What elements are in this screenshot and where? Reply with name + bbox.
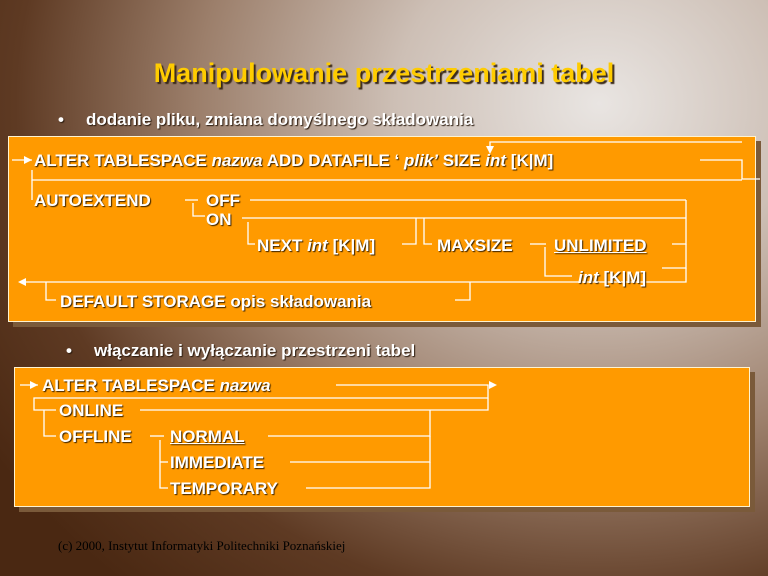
option-unlimited-text: UNLIMITED: [554, 236, 647, 255]
syntax-line-alter-tablespace: [42, 376, 271, 396]
quote-close: ’: [433, 151, 439, 170]
option-normal: [170, 427, 245, 447]
keyword-add-datafile: ADD DATAFILE: [266, 151, 390, 170]
option-immediate: IMMEDIATE: [170, 453, 265, 472]
slide-title: Manipulowanie przestrzeniami tabel: [153, 58, 615, 88]
option-temporary: TEMPORARY: [170, 479, 278, 498]
keyword-alter-tablespace: ALTER TABLESPACE: [34, 151, 207, 170]
quote-open: ‘: [394, 151, 400, 170]
param-next-int: int: [307, 236, 328, 255]
param-nazwa-2: nazwa: [219, 376, 271, 395]
keyword-autoextend: AUTOEXTEND: [34, 191, 151, 210]
bullet-symbol: •: [66, 341, 72, 360]
option-on: ON: [206, 210, 232, 229]
keyword-maxsize: MAXSIZE: [437, 236, 513, 255]
keyword-next: NEXT: [257, 236, 303, 255]
param-int: int: [485, 151, 507, 170]
keyword-default-storage: DEFAULT STORAGE opis składowania: [60, 292, 372, 311]
keyword-size: SIZE: [442, 151, 481, 170]
bullet-symbol: •: [58, 110, 64, 129]
unit-maxsize-km: [K|M]: [603, 268, 647, 287]
copyright-footer: (c) 2000, Instytut Informatyki Politechniki Poznańskiej: [58, 538, 346, 553]
option-normal-text: NORMAL: [170, 427, 245, 446]
bullet-text: dodanie pliku, zmiana domyślnego składowania: [86, 110, 474, 129]
option-online: ONLINE: [59, 401, 124, 420]
param-nazwa: nazwa: [211, 151, 263, 170]
param-plik-text: plik: [403, 151, 434, 170]
option-offline: OFFLINE: [59, 427, 132, 446]
bullet-text: włączanie i wyłączanie przestrzeni tabel: [94, 341, 416, 360]
keyword-alter-tablespace-2: ALTER TABLESPACE: [42, 376, 215, 395]
unit-km: [K|M]: [510, 151, 554, 170]
option-off: OFF: [206, 191, 240, 210]
param-maxsize-int: int: [578, 268, 599, 287]
unit-next-km: [K|M]: [332, 236, 376, 255]
